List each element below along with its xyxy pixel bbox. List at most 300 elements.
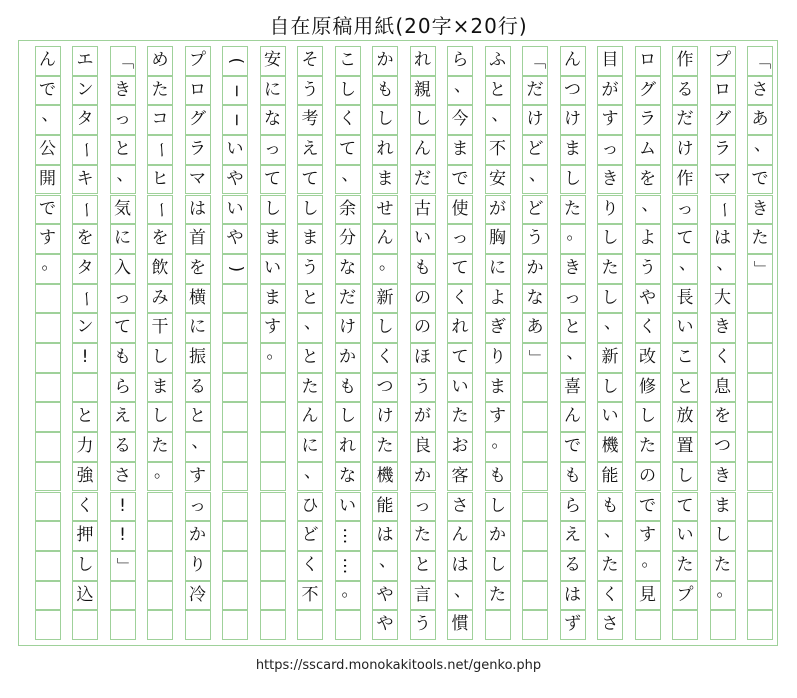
manuscript-char: お <box>451 436 469 457</box>
manuscript-char: が <box>489 198 506 219</box>
manuscript-line <box>372 46 398 640</box>
manuscript-char: ま <box>451 139 469 160</box>
manuscript-char: う <box>414 614 431 635</box>
manuscript-char: ム <box>639 139 656 160</box>
manuscript-char: 気 <box>114 198 131 219</box>
manuscript-char: た <box>451 406 469 427</box>
manuscript-char: ラ <box>714 139 731 160</box>
manuscript-char: す <box>39 228 56 249</box>
manuscript-char: り <box>189 554 206 575</box>
manuscript-char: れ <box>339 436 356 457</box>
manuscript-char: く <box>376 347 394 367</box>
manuscript-char: 力 <box>76 436 94 457</box>
manuscript-char: し <box>676 465 694 486</box>
manuscript-char: た <box>151 79 169 100</box>
manuscript-char: し <box>564 168 581 189</box>
grid-cell <box>222 343 248 373</box>
manuscript-char: し <box>639 406 656 427</box>
manuscript-char: ふ <box>489 50 506 70</box>
grid-cell <box>35 343 61 373</box>
manuscript-char: て <box>451 257 469 278</box>
manuscript-char: 安 <box>489 168 506 189</box>
manuscript-char: す <box>639 525 656 546</box>
manuscript-char: は <box>451 554 469 575</box>
manuscript-char: 、 <box>304 461 321 482</box>
grid-cell <box>222 284 248 314</box>
manuscript-char: ど <box>526 198 544 219</box>
manuscript-char: に <box>301 436 319 457</box>
manuscript-char: い <box>676 525 694 546</box>
manuscript-char: 余 <box>339 198 356 219</box>
grid-cell <box>35 610 61 640</box>
manuscript-char: 横 <box>189 287 206 308</box>
manuscript-char: 喜 <box>564 376 581 397</box>
manuscript-char: つ <box>564 79 581 100</box>
grid-cell <box>297 610 323 640</box>
manuscript-char: ! <box>81 347 89 367</box>
manuscript-char: 」 <box>525 349 546 367</box>
manuscript-char: 不 <box>489 139 506 160</box>
manuscript-char: さ <box>751 79 769 100</box>
manuscript-char: た <box>489 584 506 605</box>
manuscript-char: で <box>751 168 769 189</box>
manuscript-char: て <box>301 168 319 189</box>
grid-cell <box>222 432 248 462</box>
manuscript-char: く <box>451 287 469 308</box>
manuscript-line <box>447 46 473 640</box>
manuscript-char: り <box>489 347 506 367</box>
manuscript-char: 使 <box>451 198 469 219</box>
page-title: 自在原稿用紙(20字×20行) <box>269 14 528 38</box>
manuscript-char: ら <box>451 50 469 70</box>
manuscript-char: は <box>376 525 394 546</box>
manuscript-char: … <box>338 557 359 575</box>
manuscript-char: 。 <box>491 432 509 453</box>
manuscript-char: み <box>151 287 169 308</box>
grid-cell <box>110 581 136 611</box>
grid-cell <box>260 432 286 462</box>
manuscript-char: ー <box>713 200 734 218</box>
manuscript-char: を <box>714 406 731 427</box>
grid-cell <box>260 551 286 581</box>
manuscript-char: ぎ <box>489 317 506 338</box>
manuscript-char: と <box>301 347 319 367</box>
manuscript-char: く <box>339 109 356 130</box>
manuscript-char: と <box>114 139 131 160</box>
manuscript-char: の <box>639 465 656 486</box>
manuscript-char: ど <box>526 139 544 160</box>
manuscript-char: 目 <box>601 50 619 70</box>
manuscript-char: 、 <box>41 105 59 126</box>
grid-cell <box>747 521 773 551</box>
manuscript-char: さ <box>601 614 619 635</box>
manuscript-char: ー <box>75 200 96 218</box>
manuscript-char: き <box>601 168 619 189</box>
manuscript-char: 、 <box>604 313 621 334</box>
manuscript-char: 不 <box>301 584 319 605</box>
manuscript-char: る <box>114 436 131 457</box>
manuscript-char: エ <box>76 50 94 70</box>
manuscript-char: 改 <box>639 347 656 367</box>
manuscript-char: ま <box>489 376 506 397</box>
manuscript-char: で <box>564 436 581 457</box>
manuscript-char: 。 <box>154 461 171 482</box>
manuscript-char: に <box>264 79 281 100</box>
manuscript-char: め <box>151 50 169 70</box>
grid-cell <box>522 373 548 403</box>
manuscript-line <box>72 46 98 640</box>
manuscript-char: 、 <box>679 253 696 274</box>
grid-cell <box>522 492 548 522</box>
manuscript-char: し <box>151 347 169 367</box>
manuscript-char: し <box>489 554 506 575</box>
manuscript-char: い <box>339 495 356 516</box>
manuscript-char: り <box>601 198 619 219</box>
manuscript-char: 飲 <box>151 257 169 278</box>
grid-cell <box>710 610 736 640</box>
manuscript-char: た <box>564 198 581 219</box>
manuscript-char: つ <box>376 376 394 397</box>
manuscript-char: 良 <box>414 436 431 457</box>
manuscript-char: 、 <box>566 343 584 363</box>
manuscript-char: ん <box>451 525 469 546</box>
manuscript-char: て <box>264 168 281 189</box>
manuscript-line <box>635 46 661 640</box>
manuscript-char: な <box>339 257 356 278</box>
manuscript-char: た <box>301 376 319 397</box>
manuscript-char: も <box>489 465 506 486</box>
manuscript-char: 置 <box>676 436 694 457</box>
grid-cell <box>522 610 548 640</box>
manuscript-char: ー <box>150 200 171 218</box>
grid-cell <box>35 432 61 462</box>
manuscript-char: も <box>339 376 356 397</box>
manuscript-char: か <box>489 525 506 546</box>
manuscript-char: あ <box>526 317 544 338</box>
manuscript-char: 押 <box>76 525 94 546</box>
manuscript-char: き <box>714 465 731 486</box>
manuscript-char: ー <box>75 141 96 159</box>
manuscript-char: て <box>676 228 694 249</box>
manuscript-char: も <box>114 347 131 367</box>
manuscript-char: に <box>189 317 206 338</box>
manuscript-char: 冷 <box>189 584 206 605</box>
grid-cell <box>260 581 286 611</box>
manuscript-char: と <box>414 554 431 575</box>
manuscript-char: は <box>189 198 206 219</box>
manuscript-char: く <box>601 584 619 605</box>
manuscript-char: 息 <box>714 376 731 397</box>
grid-cell <box>35 373 61 403</box>
manuscript-char: な <box>526 287 544 308</box>
grid-cell <box>260 402 286 432</box>
manuscript-char: 客 <box>451 465 469 486</box>
manuscript-char: い <box>264 257 281 278</box>
manuscript-char: 、 <box>754 135 771 156</box>
manuscript-line <box>335 46 361 640</box>
manuscript-char: を <box>639 168 656 189</box>
manuscript-char: し <box>376 109 394 130</box>
manuscript-char: 入 <box>114 257 131 278</box>
manuscript-char: 、 <box>454 580 471 601</box>
manuscript-char: し <box>264 198 281 219</box>
manuscript-char: 新 <box>376 287 394 308</box>
manuscript-char: 「 <box>525 52 546 70</box>
manuscript-char: ほ <box>414 347 431 367</box>
manuscript-char: だ <box>339 287 356 308</box>
manuscript-char: ら <box>114 376 131 397</box>
grid-cell <box>222 581 248 611</box>
manuscript-char: た <box>676 554 694 575</box>
manuscript-char: い <box>226 198 244 219</box>
grid-cell <box>222 402 248 432</box>
manuscript-char: た <box>714 554 731 575</box>
manuscript-char: 「 <box>113 52 134 70</box>
grid-cell <box>260 373 286 403</box>
grid-cell <box>747 343 773 373</box>
grid-cell <box>747 551 773 581</box>
grid-cell <box>35 551 61 581</box>
manuscript-char: い <box>226 139 244 160</box>
manuscript-char: ヒ <box>151 168 169 189</box>
grid-cell <box>222 610 248 640</box>
manuscript-char: 。 <box>641 550 659 571</box>
grid-cell <box>747 284 773 314</box>
grid-cell <box>35 313 61 343</box>
manuscript-char: マ <box>714 168 731 189</box>
manuscript-char: 強 <box>76 465 94 486</box>
footer-url: https://sscard.monokakitools.net/genko.php <box>255 658 542 673</box>
manuscript-char: ラ <box>189 139 206 160</box>
manuscript-char: 、 <box>491 105 509 126</box>
manuscript-char: 作 <box>676 50 694 70</box>
manuscript-char: っ <box>564 287 581 308</box>
grid-cell <box>747 402 773 432</box>
manuscript-char: ま <box>376 168 394 189</box>
manuscript-char: こ <box>676 347 694 367</box>
manuscript-char: て <box>114 317 131 338</box>
manuscript-char: タ <box>76 257 94 278</box>
manuscript-line <box>35 46 61 640</box>
manuscript-char: っ <box>114 287 131 308</box>
manuscript-char: な <box>264 109 281 130</box>
manuscript-char: が <box>601 79 619 100</box>
manuscript-char: ン <box>76 79 94 100</box>
manuscript-char: グ <box>189 109 206 130</box>
manuscript-char: し <box>601 228 619 249</box>
manuscript-char: よ <box>639 228 656 249</box>
manuscript-char: る <box>676 79 694 100</box>
manuscript-char: っ <box>676 198 694 219</box>
manuscript-char: 。 <box>716 580 734 601</box>
manuscript-char: 胸 <box>489 228 506 249</box>
manuscript-char: る <box>189 376 206 397</box>
manuscript-char: ま <box>301 228 319 249</box>
manuscript-char: し <box>339 79 356 100</box>
manuscript-char: れ <box>451 317 469 338</box>
manuscript-char: ど <box>301 525 319 546</box>
manuscript-char: す <box>264 317 281 338</box>
manuscript-char: だ <box>526 79 544 100</box>
manuscript-line <box>560 46 586 640</box>
manuscript-char: 開 <box>39 168 56 189</box>
manuscript-char: く <box>301 554 319 575</box>
grid-cell <box>522 521 548 551</box>
manuscript-char: ま <box>564 139 581 160</box>
manuscript-char: ん <box>301 406 319 427</box>
manuscript-char: と <box>76 406 94 427</box>
manuscript-char: し <box>339 406 356 427</box>
grid-cell <box>222 313 248 343</box>
manuscript-char: 、 <box>604 521 621 542</box>
grid-cell <box>35 402 61 432</box>
manuscript-char: う <box>414 376 431 397</box>
manuscript-char: っ <box>451 228 469 249</box>
grid-cell <box>260 462 286 492</box>
manuscript-char: て <box>676 495 694 516</box>
grid-cell <box>35 521 61 551</box>
manuscript-char: や <box>226 228 244 249</box>
manuscript-char: は <box>714 228 731 249</box>
manuscript-line <box>185 46 211 640</box>
manuscript-char: か <box>339 347 356 367</box>
manuscript-char: し <box>151 406 169 427</box>
manuscript-char: 」 <box>750 260 771 278</box>
manuscript-char: き <box>751 198 769 219</box>
manuscript-char: っ <box>264 139 281 160</box>
manuscript-char: ) <box>225 265 246 273</box>
manuscript-char: と <box>189 406 206 427</box>
manuscript-char: 、 <box>529 164 546 185</box>
manuscript-char: ロ <box>714 79 731 100</box>
manuscript-char: プ <box>189 50 206 70</box>
manuscript-char: た <box>151 436 169 457</box>
grid-cell <box>522 402 548 432</box>
manuscript-char: 見 <box>639 584 656 605</box>
manuscript-char: 今 <box>451 109 469 130</box>
grid-cell <box>522 432 548 462</box>
manuscript-char: い <box>601 406 619 427</box>
manuscript-char: ん <box>414 139 431 160</box>
manuscript-char: 。 <box>379 253 396 274</box>
manuscript-char: す <box>489 406 506 427</box>
manuscript-char: で <box>39 198 56 219</box>
manuscript-char: と <box>564 317 581 338</box>
grid-cell <box>222 492 248 522</box>
manuscript-char: 機 <box>601 436 619 457</box>
grid-cell <box>72 610 98 640</box>
manuscript-char: も <box>414 257 431 278</box>
manuscript-char: を <box>76 228 94 249</box>
grid-cell <box>185 610 211 640</box>
manuscript-char: ひ <box>301 495 319 516</box>
manuscript-char: き <box>564 257 581 278</box>
manuscript-char: い <box>451 376 469 397</box>
manuscript-char: 。 <box>566 224 584 245</box>
manuscript-char: せ <box>376 198 394 219</box>
manuscript-char: ロ <box>189 79 206 100</box>
manuscript-char: や <box>376 584 394 605</box>
manuscript-char: 放 <box>676 406 694 427</box>
manuscript-char: で <box>639 495 656 516</box>
manuscript-char: ラ <box>639 109 656 130</box>
manuscript-char: 公 <box>39 139 56 160</box>
manuscript-char: マ <box>189 168 206 189</box>
grid-cell <box>35 284 61 314</box>
manuscript-char: プ <box>676 584 694 605</box>
manuscript-char: れ <box>414 50 431 70</box>
manuscript-line <box>260 46 286 640</box>
manuscript-char: し <box>376 317 394 338</box>
manuscript-char: キ <box>76 168 94 189</box>
manuscript-char: し <box>76 554 94 575</box>
manuscript-char: ─ <box>225 85 246 96</box>
manuscript-char: き <box>114 79 131 100</box>
grid-cell <box>222 521 248 551</box>
manuscript-char: や <box>639 287 656 308</box>
manuscript-char: し <box>601 376 619 397</box>
manuscript-char: ま <box>151 376 169 397</box>
manuscript-char: く <box>639 317 656 338</box>
manuscript-char: ー <box>75 289 96 307</box>
manuscript-char: あ <box>751 109 769 130</box>
manuscript-char: 新 <box>601 347 619 367</box>
manuscript-char: 、 <box>304 313 321 334</box>
manuscript-char: 安 <box>264 50 281 70</box>
manuscript-char: の <box>414 317 431 338</box>
manuscript-char: け <box>676 139 694 160</box>
manuscript-char: 能 <box>376 495 394 516</box>
manuscript-char: グ <box>714 109 731 130</box>
manuscript-char: し <box>489 495 506 516</box>
grid-cell <box>747 610 773 640</box>
grid-cell <box>747 313 773 343</box>
grid-cell <box>222 462 248 492</box>
manuscript-char: さ <box>451 495 469 516</box>
grid-cell <box>110 610 136 640</box>
manuscript-char: に <box>114 228 131 249</box>
manuscript-char: ず <box>564 614 581 635</box>
manuscript-char: と <box>301 287 319 308</box>
manuscript-char: っ <box>189 495 206 516</box>
manuscript-char: 慣 <box>451 614 469 635</box>
manuscript-char: い <box>676 317 694 338</box>
manuscript-char: 考 <box>301 109 319 130</box>
manuscript-char: ン <box>76 317 94 338</box>
manuscript-char: 、 <box>379 550 396 571</box>
manuscript-char: 、 <box>454 75 471 96</box>
manuscript-line <box>485 46 511 640</box>
manuscript-char: ! <box>119 495 126 516</box>
manuscript-char: つ <box>714 436 731 457</box>
manuscript-char: で <box>451 168 469 189</box>
manuscript-line <box>410 46 436 640</box>
grid-cell <box>747 581 773 611</box>
manuscript-char: け <box>526 109 544 130</box>
manuscript-char: や <box>226 168 244 189</box>
manuscript-char: プ <box>714 50 731 70</box>
manuscript-char: を <box>189 257 206 278</box>
manuscript-char: た <box>601 554 619 575</box>
manuscript-char: の <box>414 287 431 308</box>
manuscript-char: ロ <box>639 50 656 70</box>
manuscript-char: ん <box>564 50 581 70</box>
grid-cell <box>147 492 173 522</box>
manuscript-char: だ <box>414 168 431 189</box>
manuscript-line <box>297 46 323 640</box>
manuscript-char: ん <box>564 406 581 427</box>
manuscript-char: す <box>189 465 206 486</box>
